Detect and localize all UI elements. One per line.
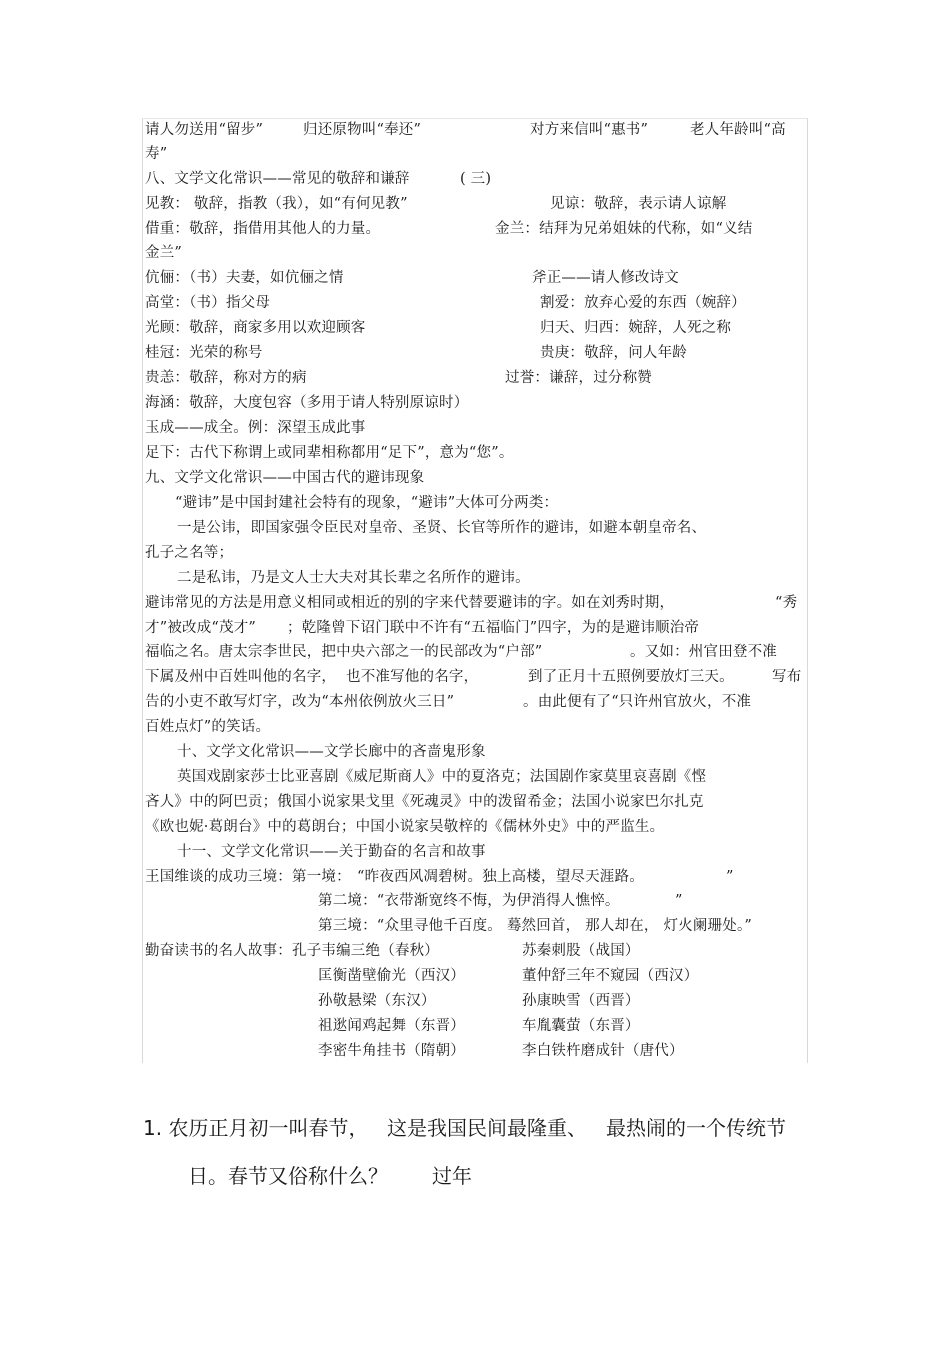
text-line: 第三境：“众里寻他千百度。 蓦然回首， 那人却在， 灯火阑珊处。” bbox=[318, 918, 753, 934]
text-line: 匡衡凿壁偷光（西汉） bbox=[318, 968, 465, 984]
text-line: 王国维谈的成功三境：第一境： bbox=[145, 869, 351, 885]
text-line: 到了正月十五照例要放灯三天。 bbox=[528, 669, 734, 685]
text-line: 第二境：“衣带渐宽终不悔，为伊消得人憔悴。 bbox=[318, 893, 620, 909]
section-heading: 八、文学文化常识——常见的敬辞和谦辞 bbox=[145, 171, 410, 187]
text-line: 割爱：放弃心爱的东西（婉辞） bbox=[540, 295, 746, 311]
text-line: 对方来信叫“惠书” bbox=[530, 122, 649, 138]
text-line: 福临之名。唐太宗李世民，把中央六部之一的民部改为“户部” bbox=[145, 644, 543, 660]
text-line: 祖逖闻鸡起舞（东晋） bbox=[318, 1018, 465, 1034]
text-line: 伉俪：（书）夫妻，如伉俪之情 bbox=[145, 270, 344, 286]
text-line: “秀 bbox=[775, 595, 798, 611]
text-line: 董仲舒三年不窥园（西汉） bbox=[522, 968, 699, 984]
text-line: 见教： 敬辞，指教（我），如“有何见教” bbox=[145, 196, 408, 212]
text-line: 老人年龄叫“高 bbox=[690, 122, 786, 138]
section-heading: 十一、文学文化常识——关于勤奋的名言和故事 bbox=[177, 844, 486, 860]
text-line: 吝人》中的阿巴贡；俄国小说家果戈里《死魂灵》中的泼留希金；法国小说家巴尔扎克 bbox=[145, 794, 704, 810]
text-line: 也不准写他的名字， bbox=[346, 669, 479, 685]
text-line: ” bbox=[726, 869, 734, 885]
text-line: 告的小吏不敢写灯字，改为“本州依例放火三日” bbox=[145, 694, 455, 710]
text-line: 见谅：敬辞，表示请人谅解 bbox=[550, 196, 727, 212]
text-line: 斧正——请人修改诗文 bbox=[532, 270, 679, 286]
text-line: ” bbox=[675, 893, 683, 909]
text-line: “避讳”是中国封建社会特有的现象，“避讳”大体可分两类： bbox=[175, 495, 559, 511]
text-line: 请人勿送用“留步” bbox=[145, 122, 264, 138]
question-text: 日。春节又俗称什么？ bbox=[188, 1164, 388, 1188]
section-heading: 九、文学文化常识——中国古代的避讳现象 bbox=[145, 470, 425, 486]
text-line: 李白铁杵磨成针（唐代） bbox=[522, 1043, 684, 1059]
text-line: 金兰：结拜为兄弟姐妹的代称，如“义结 bbox=[495, 221, 753, 237]
text-line: 。又如：州官田登不准 bbox=[630, 644, 777, 660]
text-line: 英国戏剧家莎士比亚喜剧《威尼斯商人》中的夏洛克；法国剧作家莫里哀喜剧《悭 bbox=[177, 769, 707, 785]
text-line: 苏秦刺股（战国） bbox=[522, 943, 640, 959]
text-line: 李密牛角挂书（隋朝） bbox=[318, 1043, 465, 1059]
question-text: 1. 农历正月初一叫春节， bbox=[143, 1116, 369, 1140]
section-heading: 十、文学文化常识——文学长廊中的吝啬鬼形象 bbox=[177, 744, 486, 760]
text-line: 孙敬悬梁（东汉） bbox=[318, 993, 436, 1009]
text-line: 足下：古代下称谓上或同辈相称都用“足下”，意为“您”。 bbox=[145, 445, 514, 461]
text-line: ；乾隆曾下诏门联中不许有“五福临门”四字，为的是避讳顺治帝 bbox=[287, 620, 700, 636]
text-line: 贵庚：敬辞，问人年龄 bbox=[540, 345, 687, 361]
text-line: 贵恙：敬辞，称对方的病 bbox=[145, 370, 307, 386]
text-line: 海涵：敬辞，大度包容（多用于请人特别原谅时） bbox=[145, 395, 469, 411]
text-line: 借重：敬辞，指借用其他人的力量。 bbox=[145, 221, 381, 237]
text-line: ( 三) bbox=[460, 171, 492, 187]
question-text: 最热闹的一个传统节 bbox=[606, 1116, 786, 1140]
text-line: 才”被改成“茂才” bbox=[145, 620, 257, 636]
answer-text: 过年 bbox=[432, 1164, 472, 1188]
text-line: 光顾：敬辞，商家多用以欢迎顾客 bbox=[145, 320, 366, 336]
text-line: 孙康映雪（西晋） bbox=[522, 993, 640, 1009]
text-line: 二是私讳，乃是文人士大夫对其长辈之名所作的避讳。 bbox=[177, 570, 530, 586]
text-line: 《欧也妮·葛朗台》中的葛朗台；中国小说家吴敬梓的《儒林外史》中的严监生。 bbox=[145, 819, 665, 835]
text-line: 百姓点灯”的笑话。 bbox=[145, 719, 271, 735]
text-line: “昨夜西风凋碧树。独上高楼，望尽天涯路。 bbox=[357, 869, 644, 885]
text-line: 寿” bbox=[145, 146, 168, 162]
text-line: 写布 bbox=[772, 669, 802, 685]
text-line: 过誉：谦辞，过分称赞 bbox=[505, 370, 652, 386]
text-line: 避讳常见的方法是用意义相同或相近的别的字来代替要避讳的字。如在刘秀时期， bbox=[145, 595, 675, 611]
question-text: 这是我国民间最隆重、 bbox=[387, 1116, 587, 1140]
text-line: 孔子之名等； bbox=[145, 545, 234, 561]
text-line: 下属及州中百姓叫他的名字， bbox=[145, 669, 337, 685]
text-line: 车胤囊萤（东晋） bbox=[522, 1018, 640, 1034]
text-line: 归天、归西：婉辞，人死之称 bbox=[540, 320, 732, 336]
text-line: 桂冠：光荣的称号 bbox=[145, 345, 263, 361]
text-line: 一是公讳，即国家强令臣民对皇帝、圣贤、长官等所作的避讳，如避本朝皇帝名、 bbox=[177, 520, 707, 536]
text-line: 归还原物叫“奉还” bbox=[303, 122, 422, 138]
text-line: 金兰” bbox=[145, 245, 183, 261]
text-line: 高堂：（书）指父母 bbox=[145, 295, 271, 311]
text-line: 玉成——成全。例：深望玉成此事 bbox=[145, 420, 366, 436]
text-line: 。由此便有了“只许州官放火，不准 bbox=[523, 694, 752, 710]
text-line: 勤奋读书的名人故事：孔子韦编三绝（春秋） bbox=[145, 943, 439, 959]
